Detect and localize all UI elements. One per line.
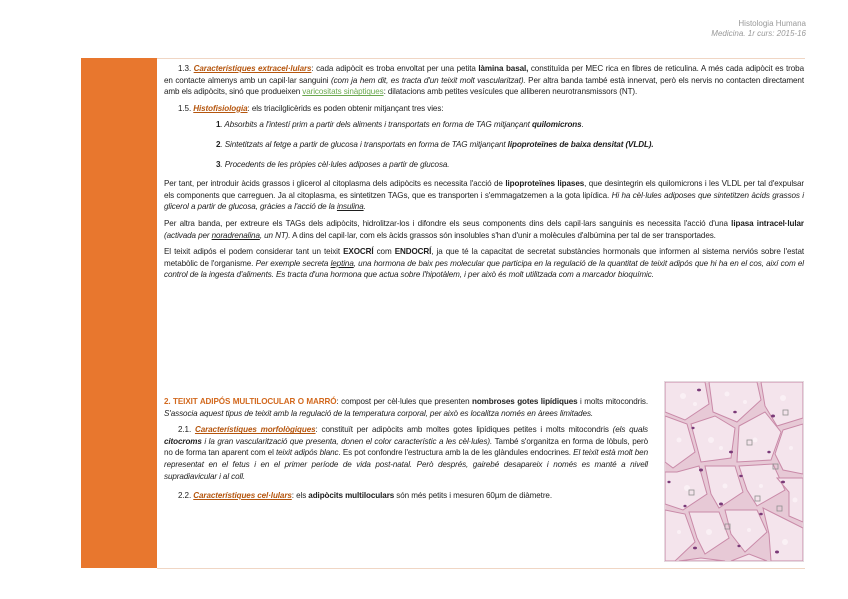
section-2-2-title: Característiques cel·lulars bbox=[193, 491, 292, 501]
histology-micrograph bbox=[664, 381, 804, 562]
section-1-5: 1.5. Histofisiologia: els triacilglicèrids es poden obtenir mitjançant tres vies: bbox=[178, 103, 444, 113]
section-1-3: 1.3. Característiques extracel·lulars: cada adipòcit es troba envoltat per una petita làmina basal, constituïda per MEC rica en fibres de reticulina. A més cada adipòcit es troba en contacte almenys amb un capil·lar sanguini (com ja hem dit, es tracta d'un teixit molt vascularitzat). Per altra banda també està innervat, però els nervis no contacten directament amb els adipòcits, sinó que produeixen varicositats sinàptiques: dilatacions amb petites vesícules que alliberen neurotransmissors (NT). bbox=[164, 64, 804, 97]
main-content bbox=[164, 63, 804, 286]
orange-margin-bar bbox=[81, 58, 157, 568]
list-item: 3. Procedents de les pròpies cèl·lules adiposes a partir de glucosa. bbox=[216, 159, 450, 169]
section-2-2: 2.2. Característiques cel·lulars: els adipòcits multiloculars són més petits i mesuren 60µm de diàmetre. bbox=[178, 491, 552, 501]
section-2-intro: 2. TEIXIT ADIPÓS MULTILOCULAR O MARRÓ: compost per cèl·lules que presenten nombroses gotes lipídiques i molts mitocondris. S'associa aquest tipus de teixit amb la regulació de la temperatura corporal, per això es localitza només en àrees limitades. bbox=[164, 397, 648, 418]
section-1-3-title: Característiques extracel·lulars bbox=[193, 64, 312, 73]
page-header bbox=[711, 19, 806, 39]
section-2-1-title: Característiques morfològiques bbox=[194, 425, 316, 435]
link-varicositats[interactable]: varicositats sinàptiques bbox=[302, 87, 384, 97]
list-item: 2. Sintetitzats al fetge a partir de glucosa i transportats en forma de TAG mitjançant lipoproteïnes de baixa densitat (VLDL). bbox=[216, 139, 654, 149]
section-2 bbox=[164, 396, 648, 507]
list-item: 1. Absorbits a l'intestí prim a partir dels aliments i transportats en forma de TAG mitjançant quilomicrons. bbox=[216, 120, 584, 130]
section-2-1: 2.1. Característiques morfològiques: constituït per adipòcits amb moltes gotes lipídiques petites i molts mitocondris (els quals citocroms i la gran vascularització que presenta, donen el color característic a les cèl·lules). També s'organitza en forma de lòbuls, però no de forma tan aparent com el teixit adipós blanc. Es pot confondre l'estructura amb la de les glàndules endocrines. El teixit està molt ben representat en el fetus i en el primer període de vida post-natal. Però després, gairebé desapareix i només es manté a nivell supradiavicular i al coll. bbox=[164, 425, 649, 481]
bottom-rule bbox=[157, 568, 805, 569]
brown-fat-tissue-image bbox=[665, 382, 803, 561]
paragraph-lipasa-intracel: Per altra banda, per extreure els TAGs dels adipòcits, hidrolitzar-los i difondre els seus components dins dels capil·lars sanguinis es necessita l'acció d'una lipasa intracel·lular (activada per noradrenalina, un NT). A dins del capil·lar, com els àcids grassos són insolubles s'han d'unir a molècules d'albúmina per tal de ser transportades. bbox=[164, 218, 804, 240]
header-title: Histologia Humana bbox=[738, 19, 806, 28]
top-rule bbox=[157, 58, 805, 59]
section-2-title: 2. TEIXIT ADIPÓS MULTILOCULAR O MARRÓ bbox=[164, 397, 337, 406]
paragraph-lipases: Per tant, per introduir àcids grassos i glicerol al citoplasma dels adipòcits es necessita l'acció de lipoproteïnes lipases, que desintegrin els quilomicrons i les VLDL per tal d'expulsar els components que carreguen. Ja al citoplasma, es sintetitzen TAGs, que es transporten i s'emmagatzemen a la gota lipídica. Hi ha cèl·lules adiposes que sintetitzen àcids grassos i glicerol a partir de glucosa, gràcies a l'acció de la insulina. bbox=[164, 179, 804, 212]
header-subtitle: Medicina. 1r curs: 2015-16 bbox=[711, 29, 806, 38]
section-1-5-title: Histofisiologia bbox=[193, 103, 248, 113]
paragraph-exocri-endocri: El teixit adipós el podem considerar tant un teixit EXOCRÍ com ENDOCRÍ, ja que té la capacitat de secretat substàncies hormonals que informen al sistema nerviós sobre l'estat metabòlic de l'organisme. Per exemple secreta leptina, una hormona de baix pes molecular que participa en la regulació de la quantitat de teixit adipós que hi ha en el cos, així com el control de la ingesta d'aliments. Es tracta d'una hormona que actua sobre l'hipotàlem, i per això és molt utilitzada com a marcador bioquímic. bbox=[164, 247, 805, 280]
